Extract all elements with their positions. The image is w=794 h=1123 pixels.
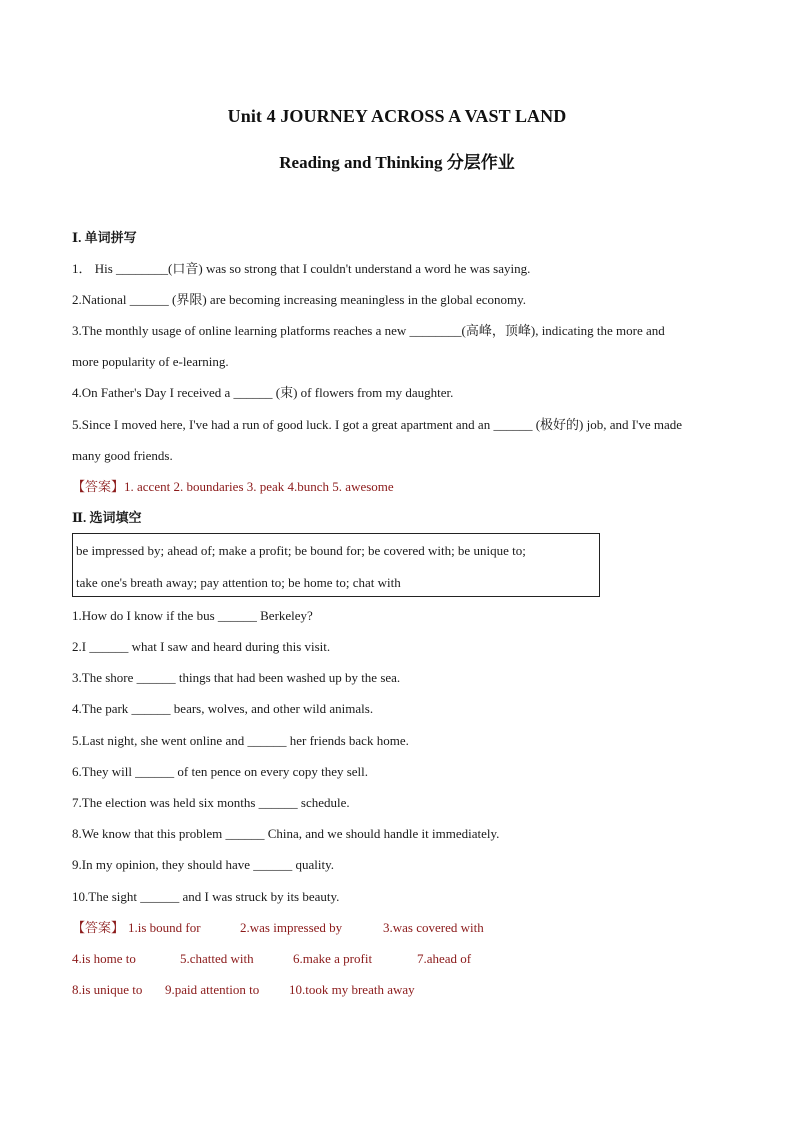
section-1-heading: Ⅰ. 单词拼写 — [72, 230, 137, 245]
s1-question: 4.On Father's Day I received a ______ (束) of flowers from my daughter. — [72, 385, 454, 400]
s1-question: 2.National ______ (界限) are becoming increasing meaningless in the global economy. — [72, 292, 527, 307]
s2-answer-label: 【答案】 — [72, 920, 125, 935]
s2-question: 5.Last night, she went online and ______ her friends back home. — [72, 733, 409, 748]
s2-question: 8.We know that this problem ______ China, and we should handle it immediately. — [72, 826, 500, 841]
s2-question: 10.The sight ______ and I was struck by its beauty. — [72, 889, 340, 904]
section-2-heading: Ⅱ. 选词填空 — [72, 510, 142, 525]
word-bank-box — [72, 533, 600, 597]
s2-answer: 9.paid attention to — [165, 982, 260, 997]
page-title: Unit 4 JOURNEY ACROSS A VAST LAND — [227, 106, 567, 126]
s1-answer-line — [72, 479, 394, 495]
s1-question: 1． His ________(口音) was so strong that I couldn't understand a word he was saying. — [72, 261, 531, 276]
s2-answer: 2.was impressed by — [240, 920, 343, 935]
word-bank-line: take one's breath away; pay attention to; be home to; chat with — [76, 575, 401, 590]
s2-answer: 5.chatted with — [180, 951, 254, 966]
s2-question: 6.They will ______ of ten pence on every copy they sell. — [72, 764, 369, 779]
s2-answer: 7.ahead of — [417, 951, 472, 966]
s1-question: 3.The monthly usage of online learning platforms reaches a new ________(高峰，顶峰), indicating the more and — [72, 323, 665, 338]
s1-question: 5.Since I moved here, I've had a run of good luck. I got a great apartment and an ______ (极好的) job, and I've made — [72, 417, 683, 432]
s2-question: 3.The shore ______ things that had been washed up by the sea. — [72, 670, 401, 685]
s2-question: 9.In my opinion, they should have ______ quality. — [72, 857, 335, 872]
s2-question: 2.I ______ what I saw and heard during this visit. — [72, 639, 331, 654]
s1-answer-text: 1. accent 2. boundaries 3. peak 4.bunch 5. awesome — [124, 479, 394, 494]
s2-answer: 3.was covered with — [383, 920, 484, 935]
word-bank-line: be impressed by; ahead of; make a profit; be bound for; be covered with; be unique to; — [76, 543, 526, 558]
s2-answer: 4.is home to — [72, 951, 136, 966]
s2-question: 4.The park ______ bears, wolves, and other wild animals. — [72, 701, 374, 716]
page-subtitle: Reading and Thinking 分层作业 — [279, 153, 515, 172]
s2-answer: 1.is bound for — [128, 920, 201, 935]
s1-question-continued: many good friends. — [72, 448, 173, 463]
s1-question-continued: more popularity of e-learning. — [72, 354, 229, 369]
s2-question: 7.The election was held six months ______ schedule. — [72, 795, 350, 810]
s2-answer: 8.is unique to — [72, 982, 143, 997]
s2-answer: 10.took my breath away — [289, 982, 415, 997]
s1-answer-label: 【答案】 — [72, 479, 125, 494]
s2-answer: 6.make a profit — [293, 951, 373, 966]
s2-question: 1.How do I know if the bus ______ Berkeley? — [72, 608, 313, 623]
